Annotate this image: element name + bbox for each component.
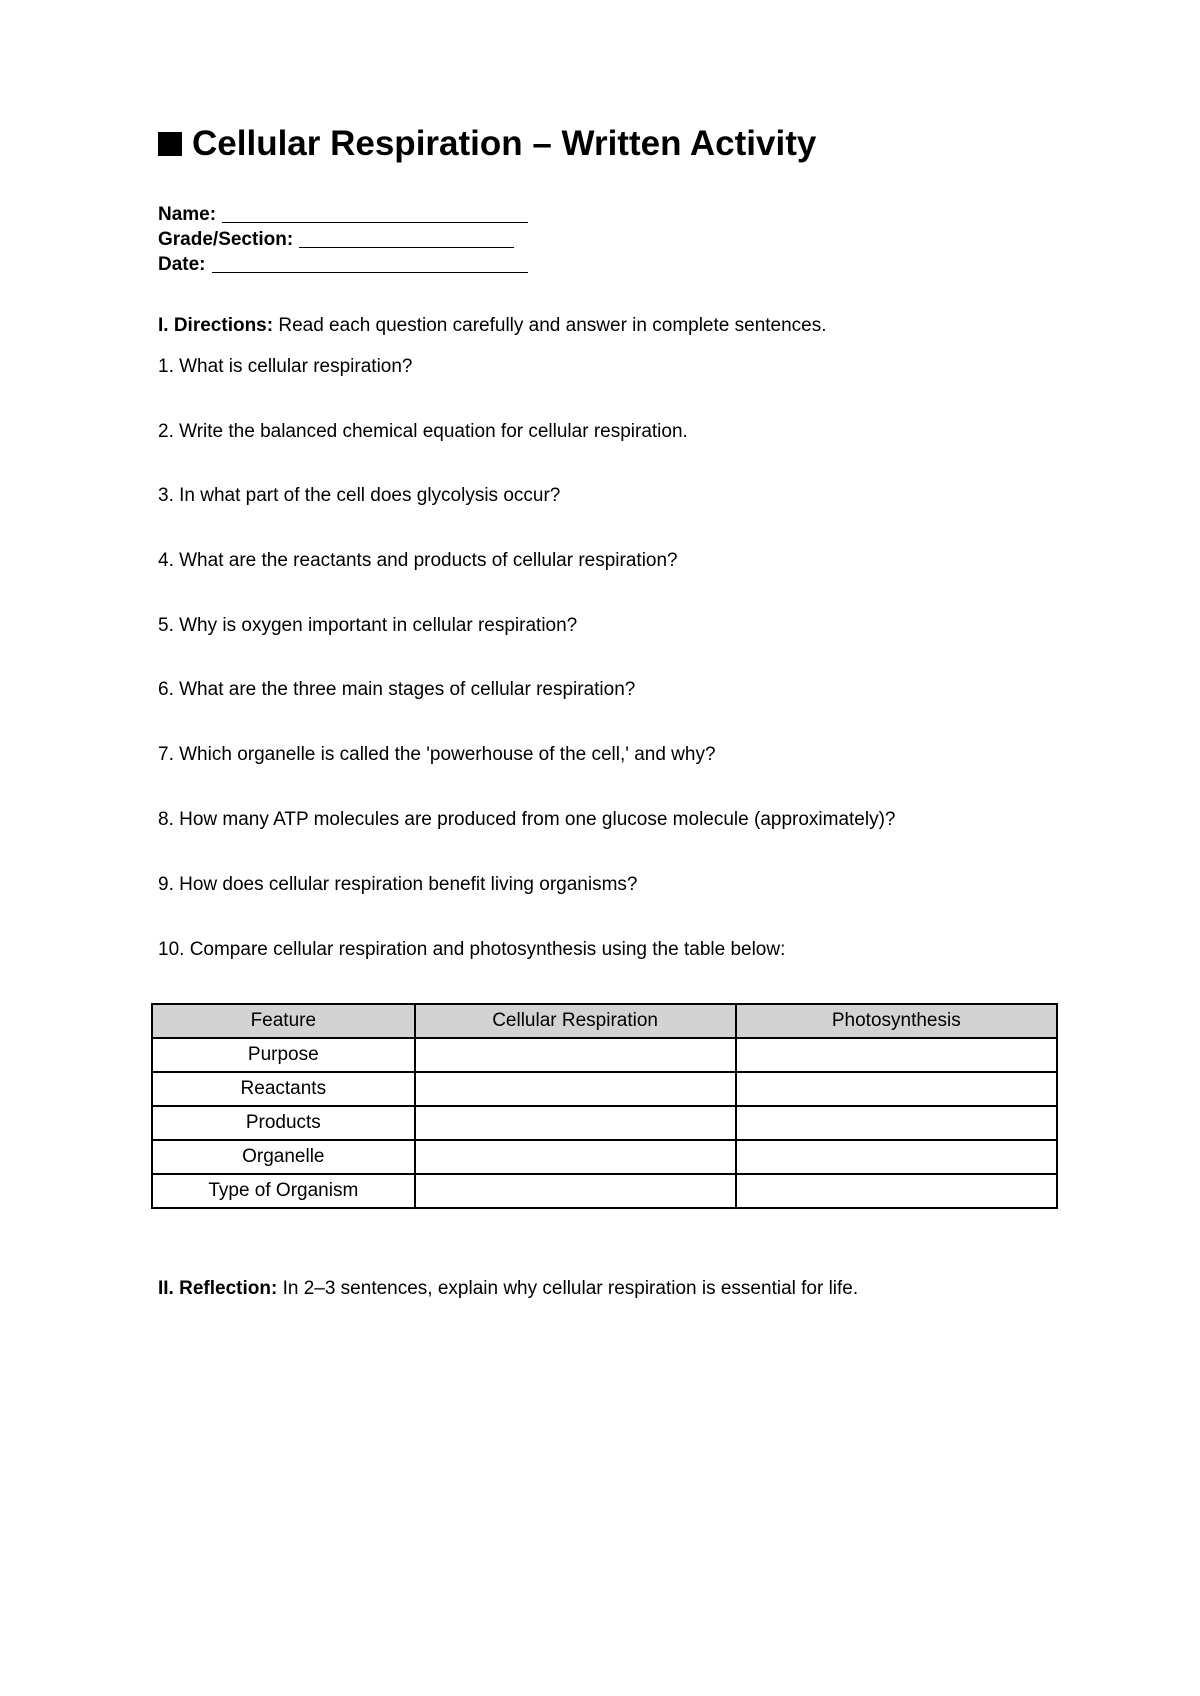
table-row [152,1038,1057,1072]
question-6: 6. What are the three main stages of cellular respiration? [158,679,636,700]
grade-section-label: Grade/Section: [158,229,294,250]
table-header-photosynthesis: Photosynthesis [736,1004,1057,1038]
table-cell-cellular-respiration[interactable] [415,1140,736,1174]
page-title-text: Cellular Respiration – Written Activity [192,124,817,163]
table-cell-cellular-respiration[interactable] [415,1038,736,1072]
question-5: 5. Why is oxygen important in cellular respiration? [158,615,578,636]
table-cell-photosynthesis[interactable] [736,1106,1057,1140]
table-cell-feature: Reactants [152,1072,415,1106]
date-field[interactable] [158,252,528,277]
question-1: 1. What is cellular respiration? [158,356,413,377]
table-cell-feature: Purpose [152,1038,415,1072]
reflection-text: In 2–3 sentences, explain why cellular respiration is essential for life. [277,1278,859,1299]
directions-heading [158,314,827,338]
table-cell-photosynthesis[interactable] [736,1174,1057,1208]
table-row [152,1174,1057,1208]
question-3: 3. In what part of the cell does glycolysis occur? [158,485,561,506]
name-label: Name: [158,204,217,225]
table-cell-cellular-respiration[interactable] [415,1174,736,1208]
question-9: 9. How does cellular respiration benefit living organisms? [158,874,638,895]
table-cell-photosynthesis[interactable] [736,1140,1057,1174]
page-title [158,122,816,166]
square-bullet-icon [158,132,182,156]
question-7: 7. Which organelle is called the 'powerhouse of the cell,' and why? [158,744,716,765]
table-header-cellular-respiration: Cellular Respiration [415,1004,736,1038]
table-row [152,1140,1057,1174]
grade-section-blank-line[interactable] [299,230,514,248]
date-label: Date: [158,254,206,275]
table-cell-feature: Type of Organism [152,1174,415,1208]
directions-label: I. Directions: [158,315,274,336]
table-cell-feature: Organelle [152,1140,415,1174]
grade-section-field[interactable] [158,227,528,252]
table-cell-photosynthesis[interactable] [736,1038,1057,1072]
question-10: 10. Compare cellular respiration and photosynthesis using the table below: [158,939,786,960]
reflection-label: II. Reflection: [158,1278,278,1299]
table-cell-cellular-respiration[interactable] [415,1072,736,1106]
table-cell-cellular-respiration[interactable] [415,1106,736,1140]
student-info-fields [158,202,528,277]
question-8: 8. How many ATP molecules are produced from one glucose molecule (approximately)? [158,809,896,830]
table-row [152,1072,1057,1106]
date-blank-line[interactable] [212,255,528,273]
directions-text: Read each question carefully and answer in complete sentences. [273,315,827,336]
name-field[interactable] [158,202,528,227]
table-cell-feature: Products [152,1106,415,1140]
comparison-table [151,1003,1058,1209]
reflection-heading [158,1277,858,1301]
name-blank-line[interactable] [222,205,528,223]
table-header-feature: Feature [152,1004,415,1038]
table-header-row [152,1004,1057,1038]
table-row [152,1106,1057,1140]
question-2: 2. Write the balanced chemical equation for cellular respiration. [158,421,688,442]
table-cell-photosynthesis[interactable] [736,1072,1057,1106]
question-4: 4. What are the reactants and products of cellular respiration? [158,550,678,571]
